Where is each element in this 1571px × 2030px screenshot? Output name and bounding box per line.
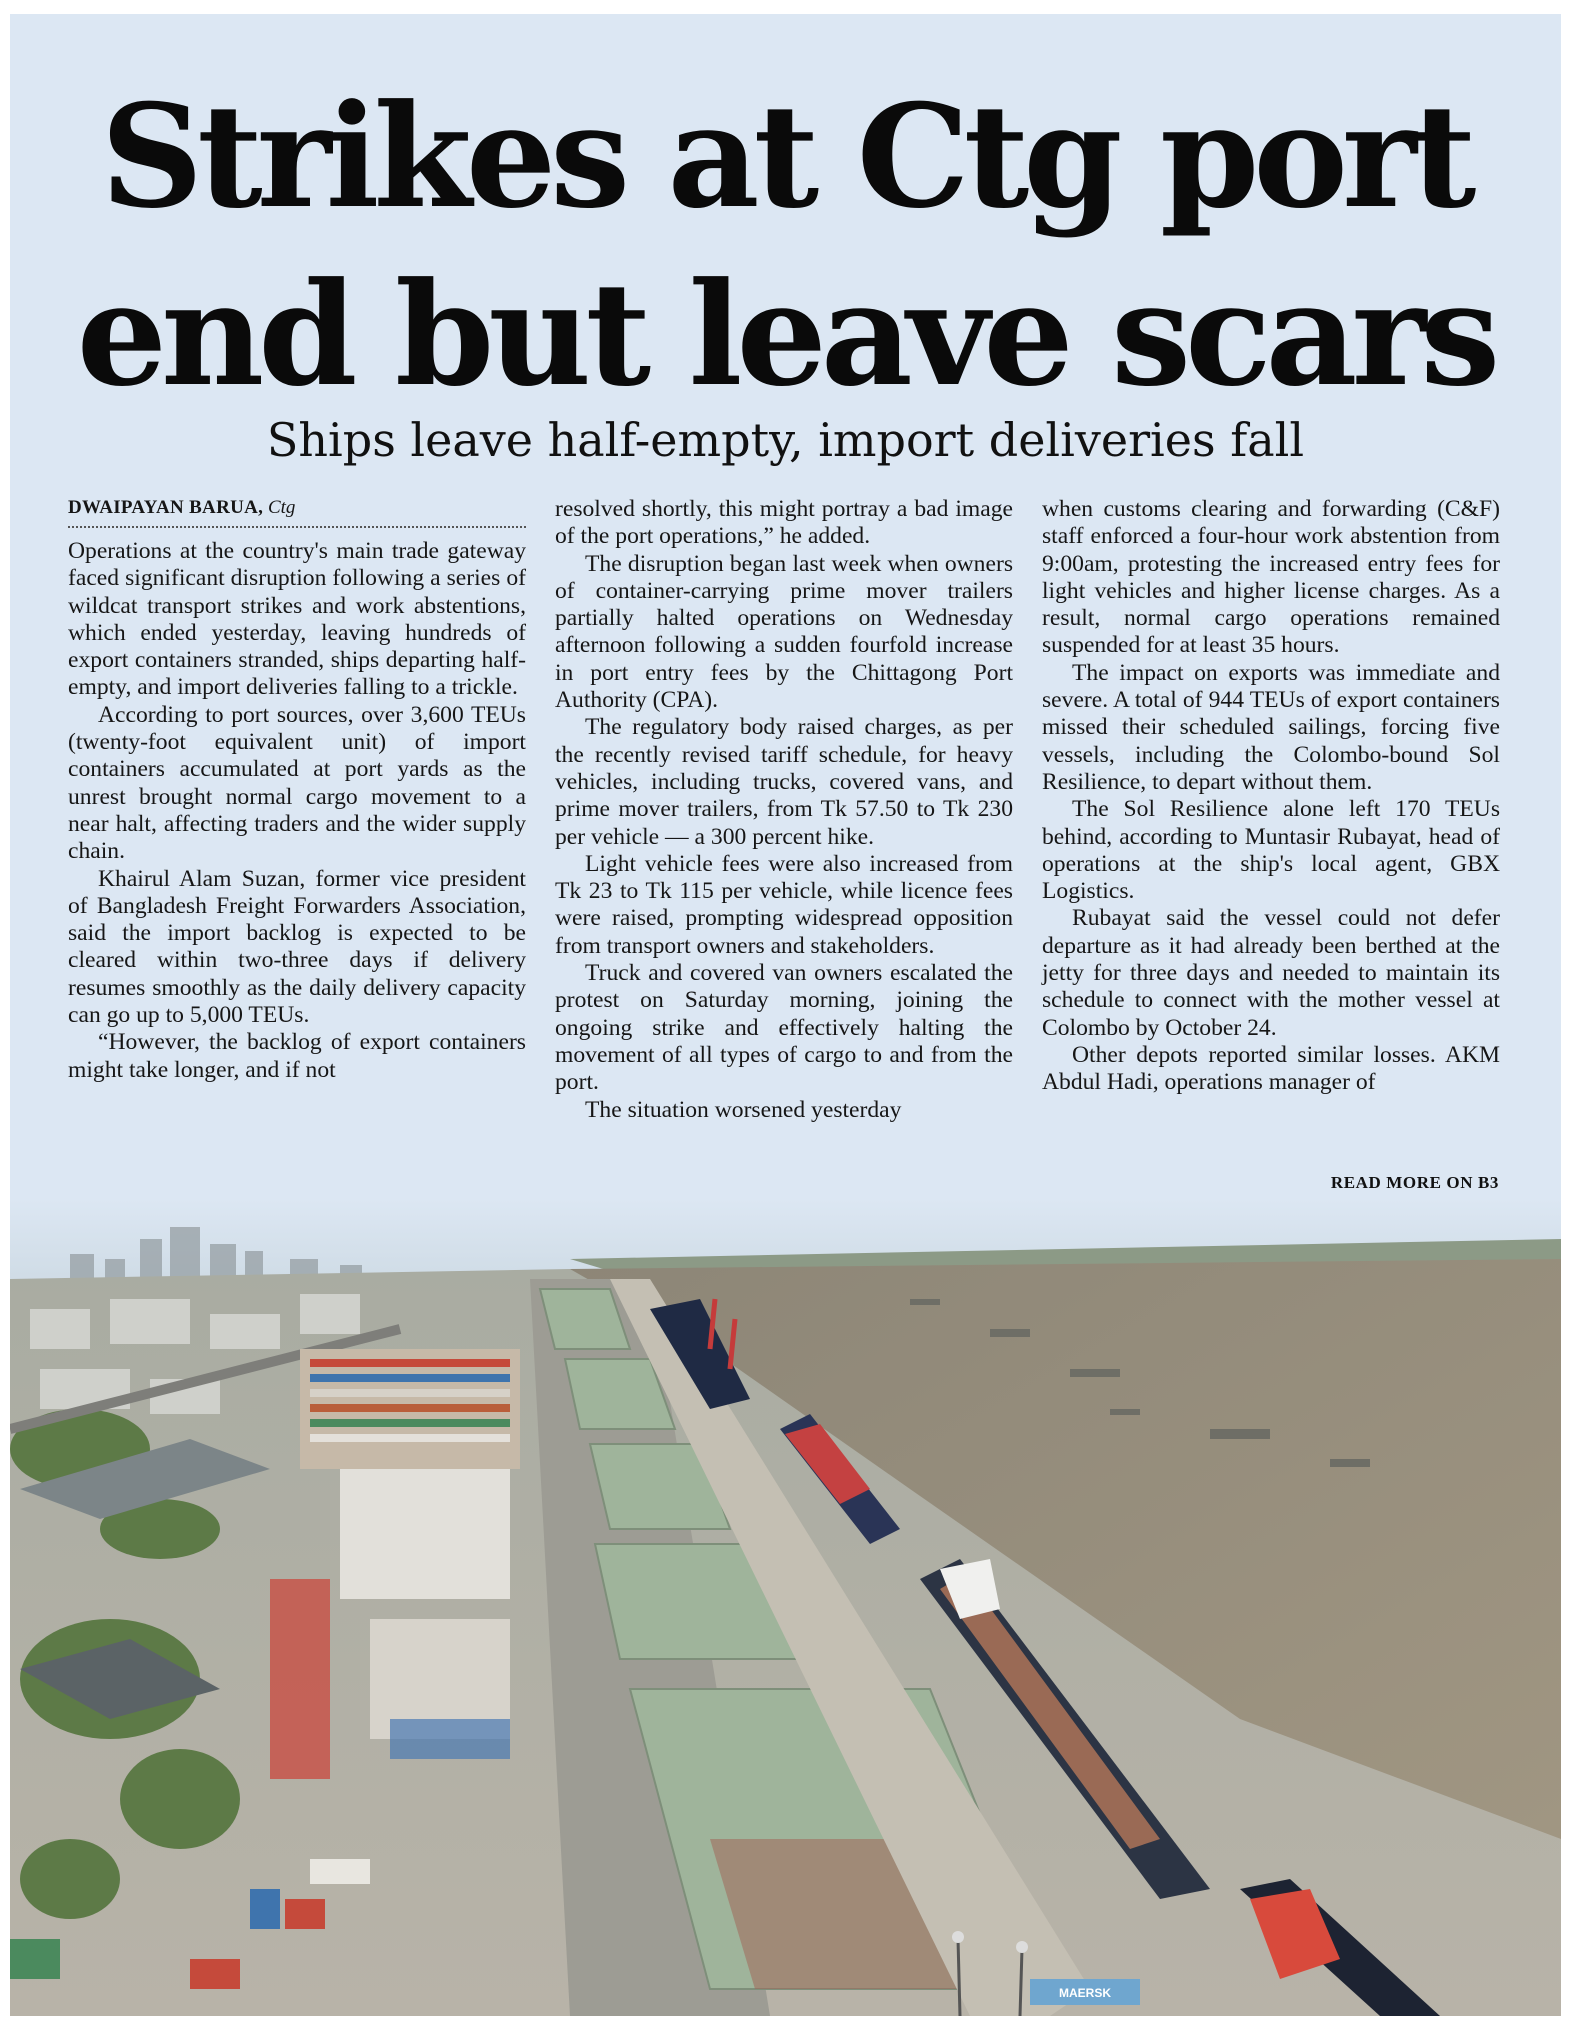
maersk-label: MAERSK bbox=[1058, 1986, 1112, 2000]
paragraph: resolved shortly, this might portray a bad image of the port operations,” he added. bbox=[555, 496, 1013, 550]
headline bbox=[10, 68, 1561, 424]
paragraph: Khairul Alam Suzan, former vice president of Bangladesh Freight Forwarders Association, said the import backlog is expected to be cleared within two-three days if delivery resumes smoothly as the daily delivery capacity can go up to 5,000 TEUs. bbox=[68, 865, 526, 1029]
paragraph: Truck and covered van owners escalated the protest on Saturday morning, joining the ongoing strike and effectively halting the movement of all types of cargo to and from the port. bbox=[555, 960, 1013, 1096]
paragraph: The disruption began last week when owners of container-carrying prime mover trailers partially halted operations on Wednesday afternoon following a sudden fourfold increase in port entry fees by the Chittagong Port Authority (CPA). bbox=[555, 550, 1013, 714]
paragraph: “However, the backlog of export containers might take longer, and if not bbox=[68, 1029, 526, 1083]
read-more-link[interactable]: READ MORE ON B3 bbox=[1330, 1173, 1499, 1192]
paragraph: Rubayat said the vessel could not defer departure as it had already been berthed at the jetty for three days and needed to maintain its schedule to connect with the mother vessel at Colombo by October 24. bbox=[1042, 905, 1500, 1041]
byline bbox=[68, 496, 526, 528]
subheadline: Ships leave half-empty, import deliveries fall bbox=[266, 413, 1305, 467]
paragraph: The situation worsened yesterday bbox=[585, 1096, 902, 1123]
port-aerial-photo bbox=[10, 1199, 1561, 2016]
article-column-2 bbox=[555, 496, 1013, 1124]
headline-line-1: Strikes at Ctg port bbox=[100, 74, 1471, 240]
paragraph: Light vehicle fees were also increased from Tk 23 to Tk 115 per vehicle, while licence fees were raised, prompting widespread opposition from transport owners and stakeholders. bbox=[555, 850, 1013, 959]
byline-location: Ctg bbox=[267, 497, 296, 518]
paragraph: when customs clearing and forwarding (C&F) staff enforced a four-hour work abstention from 9:00am, protesting the increased entry fees for light vehicles and higher license charges. As a result, normal cargo operations remained suspended for at least 35 hours. bbox=[1042, 496, 1500, 659]
headline-line-2: end but leave scars bbox=[76, 252, 1495, 418]
newspaper-page bbox=[10, 14, 1561, 2016]
paragraph: According to port sources, over 3,600 TEUs (twenty-foot equivalent unit) of import containers accumulated at port yards as the unrest brought normal cargo movement to a near halt, affecting traders and the wider supply chain. bbox=[68, 701, 526, 865]
byline-author: DWAIPAYAN BARUA, bbox=[68, 497, 264, 518]
article-column-1 bbox=[68, 496, 526, 1084]
paragraph: Operations at the country's main trade gateway faced significant disruption following a series of wildcat transport strikes and work abstentions, which ended yesterday, leaving hundreds of export containers stranded, ships departing half-empty, and import deliveries falling to a trickle. bbox=[68, 538, 526, 701]
paragraph: The impact on exports was immediate and severe. A total of 944 TEUs of export containers missed their scheduled sailings, forcing five vessels, including the Colombo-bound Sol Resilience, to depart without them. bbox=[1042, 659, 1500, 795]
article-column-3 bbox=[1042, 496, 1500, 1097]
paragraph: The Sol Resilience alone left 170 TEUs behind, according to Muntasir Rubayat, head of operations at the ship's local agent, GBX Logistics. bbox=[1042, 796, 1500, 905]
paragraph: The regulatory body raised charges, as per the recently revised tariff schedule, for heavy vehicles, including trucks, covered vans, and prime mover trailers, from Tk 57.50 to Tk 230 per vehicle — a 300 percent hike. bbox=[555, 714, 1013, 850]
paragraph: Other depots reported similar losses. AKM Abdul Hadi, operations manager of bbox=[1042, 1041, 1500, 1096]
